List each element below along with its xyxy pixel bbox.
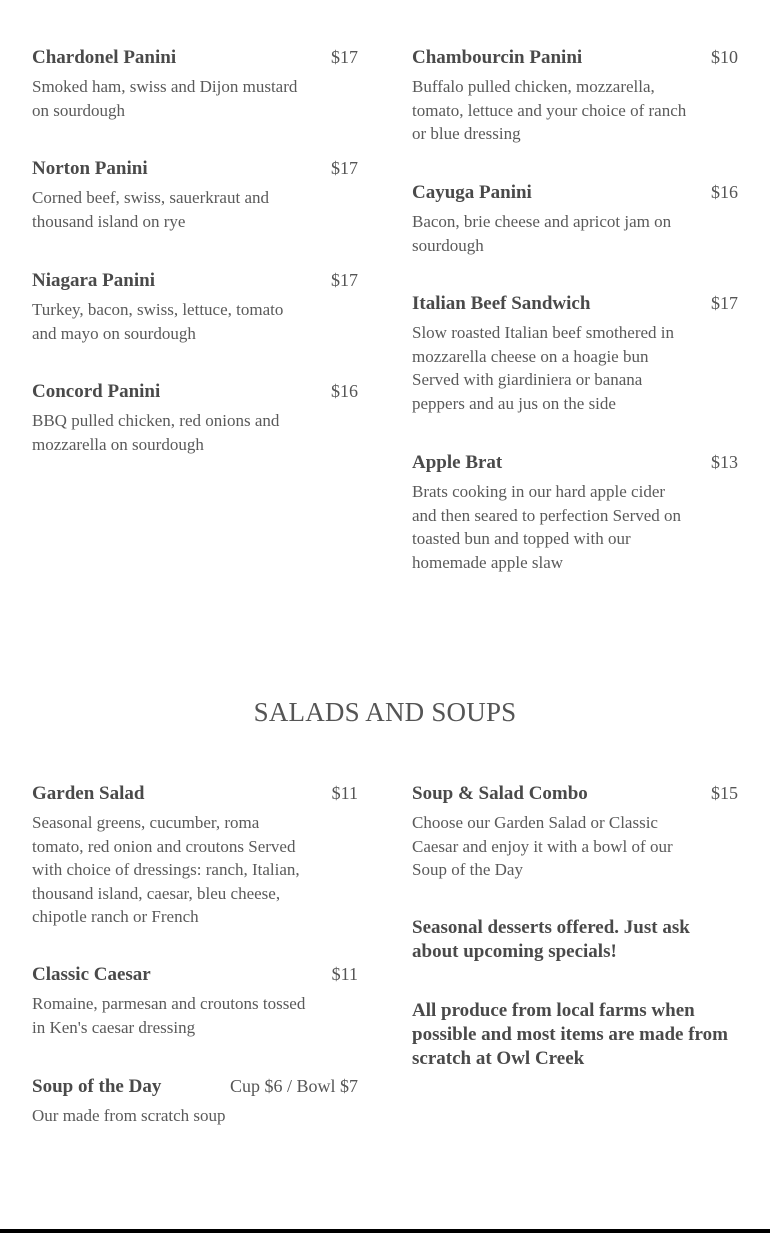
item-name: Cayuga Panini [412, 182, 532, 203]
item-description: Turkey, bacon, swiss, lettuce, tomato and mayo on sourdough [32, 300, 284, 343]
item-name: Chambourcin Panini [412, 47, 583, 68]
item-name: Concord Panini [32, 381, 161, 402]
item-price: $17 [331, 270, 358, 290]
item-price: $17 [331, 158, 358, 178]
section-title: SALADS AND SOUPS [253, 697, 517, 727]
menu-item-garden-salad [32, 781, 358, 929]
item-description: Choose our Garden Salad or Classic Caesar and enjoy it with a bowl of our Soup of the Day [412, 813, 673, 879]
item-description: Smoked ham, swiss and Dijon mustard on sourdough [32, 77, 298, 120]
menu-item-soup-salad-combo [412, 781, 738, 882]
item-name: Italian Beef Sandwich [412, 293, 591, 314]
salads-left-column-2 [32, 962, 358, 1039]
item-name: Soup & Salad Combo [412, 783, 588, 804]
item-name: Garden Salad [32, 783, 145, 804]
item-description: Seasonal greens, cucumber, roma tomato, red onion and croutons Served with choice of dressings: ranch, Italian, thousand island, caesar, bleu cheese, chipotle ranch or French [32, 813, 300, 926]
panini-left-column-4 [32, 379, 358, 456]
item-price: $16 [711, 182, 738, 202]
panini-left-column-3 [32, 268, 358, 345]
salads-left-column-3 [32, 1074, 358, 1128]
note-desserts-block [412, 916, 738, 964]
item-price: $15 [711, 783, 738, 803]
menu-item-classic-caesar [32, 962, 358, 1039]
item-name: Norton Panini [32, 158, 148, 179]
menu-item-concord-panini [32, 379, 358, 456]
note-produce-block [412, 999, 738, 1071]
panini-right-column-2 [412, 180, 738, 257]
item-name: Apple Brat [412, 452, 503, 473]
item-description: Bacon, brie cheese and apricot jam on sourdough [412, 212, 672, 255]
note-desserts: Seasonal desserts offered. Just ask about upcoming specials! [412, 917, 690, 962]
menu-item-cayuga-panini [412, 180, 738, 257]
item-name: Soup of the Day [32, 1076, 162, 1097]
item-name: Niagara Panini [32, 270, 155, 291]
item-name: Classic Caesar [32, 964, 151, 985]
item-price: Cup $6 / Bowl $7 [229, 1076, 358, 1096]
panini-right-column-4 [412, 450, 738, 574]
menu-item-norton-panini [32, 156, 358, 233]
item-price: $10 [711, 47, 738, 67]
item-description: Buffalo pulled chicken, mozzarella, tomato, lettuce and your choice of ranch or blue dressing [412, 77, 687, 143]
item-price: $11 [331, 964, 358, 984]
menu-item-apple-brat [412, 450, 738, 574]
menu-item-chardonel-panini [32, 45, 358, 122]
item-description: Corned beef, swiss, sauerkraut and thousand island on rye [32, 188, 269, 231]
item-description: Our made from scratch soup [32, 1106, 226, 1125]
panini-right-column-3 [412, 291, 738, 415]
item-description: BBQ pulled chicken, red onions and mozzarella on sourdough [32, 411, 280, 454]
item-name: Chardonel Panini [32, 47, 177, 68]
item-price: $11 [331, 783, 358, 803]
panini-right-column [412, 45, 738, 146]
item-description: Romaine, parmesan and croutons tossed in Ken's caesar dressing [32, 994, 306, 1037]
item-price: $16 [331, 381, 358, 401]
salads-left-column [32, 781, 358, 929]
menu-item-soup-of-the-day [32, 1074, 358, 1128]
menu-item-chambourcin-panini [412, 45, 738, 146]
menu-item-niagara-panini [32, 268, 358, 345]
item-price: $17 [711, 293, 738, 313]
item-description: Slow roasted Italian beef smothered in mozzarella cheese on a hoagie bun Served with giardiniera or banana peppers and au jus on the side [412, 323, 675, 413]
bottom-border [0, 1229, 770, 1233]
panini-left-column-2 [32, 156, 358, 233]
menu-item-italian-beef-sandwich [412, 291, 738, 415]
item-price: $13 [711, 452, 738, 472]
panini-left-column [32, 45, 358, 122]
salads-right-column [412, 781, 738, 882]
item-description: Brats cooking in our hard apple cider and then seared to perfection Served on toasted bun and topped with our homemade apple slaw [412, 482, 682, 572]
item-price: $17 [331, 47, 358, 67]
note-produce: All produce from local farms when possible and most items are made from scratch at Owl Creek [412, 1000, 728, 1069]
